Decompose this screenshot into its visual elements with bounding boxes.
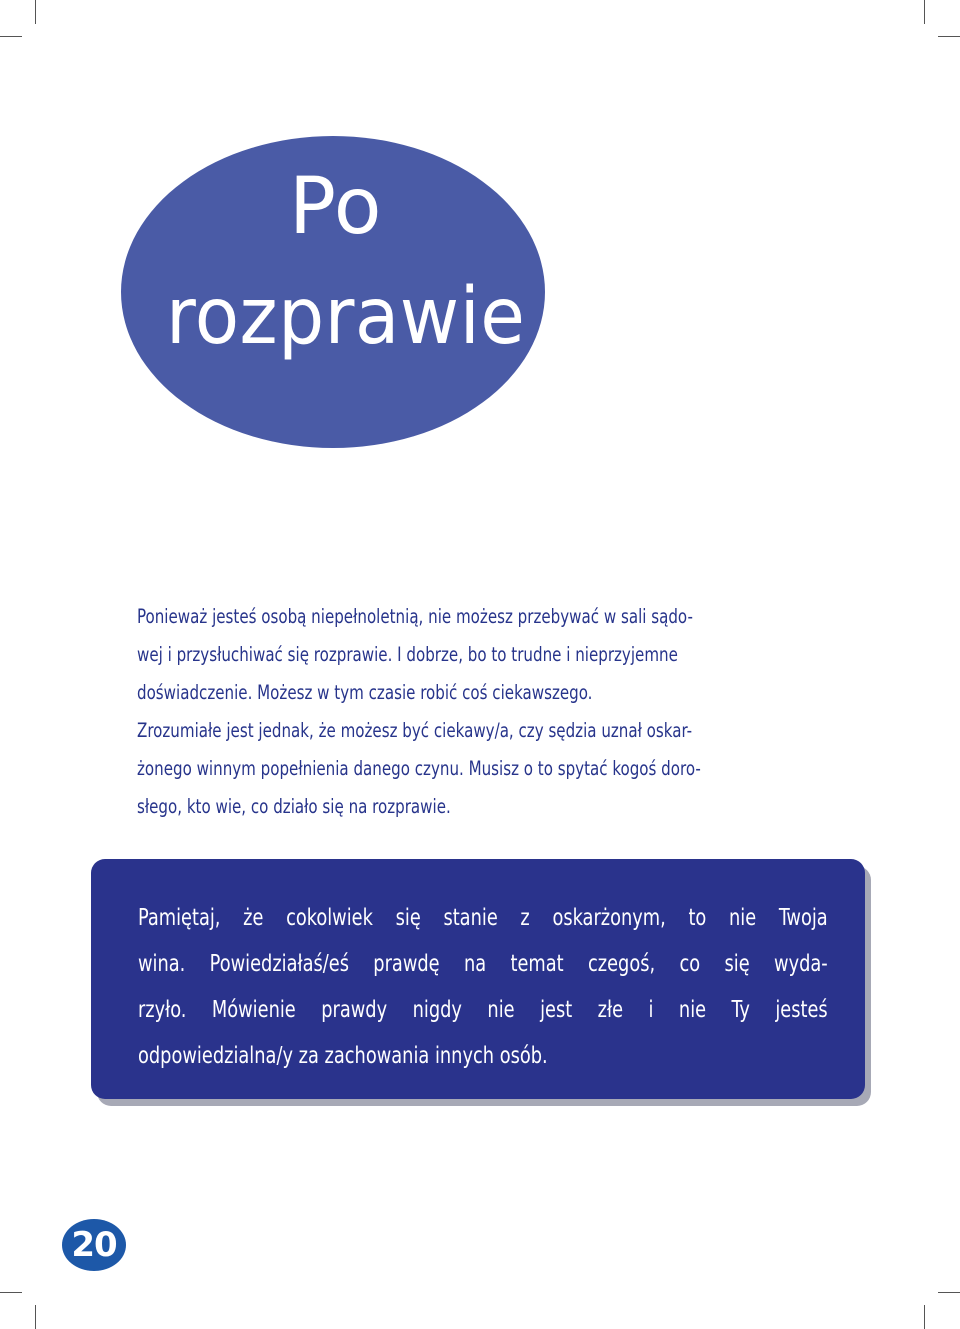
reminder-line: rzyło. Mówienie prawdy nigdy nie jest złe i nie Ty jesteś bbox=[138, 997, 828, 1023]
intro-paragraph bbox=[137, 598, 837, 826]
crop-mark-bottom-right-h bbox=[938, 1292, 960, 1293]
reminder-line: odpowiedzialna/y za zachowania innych osób. bbox=[138, 1043, 548, 1069]
intro-line: Ponieważ jesteś osobą niepełnoletnią, nie możesz przebywać w sali sądo- bbox=[137, 605, 693, 628]
reminder-line: wina. Powiedziałaś/eś prawdę na temat czegoś, co się wyda- bbox=[138, 951, 828, 977]
crop-mark-top-right bbox=[924, 0, 925, 24]
crop-mark-top-right-h bbox=[938, 36, 960, 37]
page-title-line-2: rozprawie bbox=[166, 272, 526, 362]
intro-line: wej i przysłuchiwać się rozprawie. I dobrze, bo to trudne i nieprzyjemne bbox=[137, 643, 678, 666]
crop-mark-top-left bbox=[35, 0, 36, 24]
intro-line: Zrozumiałe jest jednak, że możesz być ciekawy/a, czy sędzia uznał oskar- bbox=[137, 719, 693, 742]
page-number-badge: 20 bbox=[62, 1219, 126, 1271]
crop-mark-top-left-h bbox=[0, 36, 22, 37]
page-title-line-1: Po bbox=[289, 162, 382, 252]
crop-mark-bottom-left-h bbox=[0, 1292, 22, 1293]
intro-line: żonego winnym popełnienia danego czynu. Musisz o to spytać kogoś doro- bbox=[137, 757, 701, 780]
intro-line: doświadczenie. Możesz w tym czasie robić coś ciekawszego. bbox=[137, 681, 593, 704]
reminder-text bbox=[138, 895, 828, 1079]
crop-mark-bottom-right bbox=[924, 1305, 925, 1329]
crop-mark-bottom-left bbox=[35, 1305, 36, 1329]
reminder-line: Pamiętaj, że cokolwiek się stanie z oskarżonym, to nie Twoja bbox=[138, 905, 828, 931]
intro-line: słego, kto wie, co działo się na rozprawie. bbox=[137, 795, 451, 818]
